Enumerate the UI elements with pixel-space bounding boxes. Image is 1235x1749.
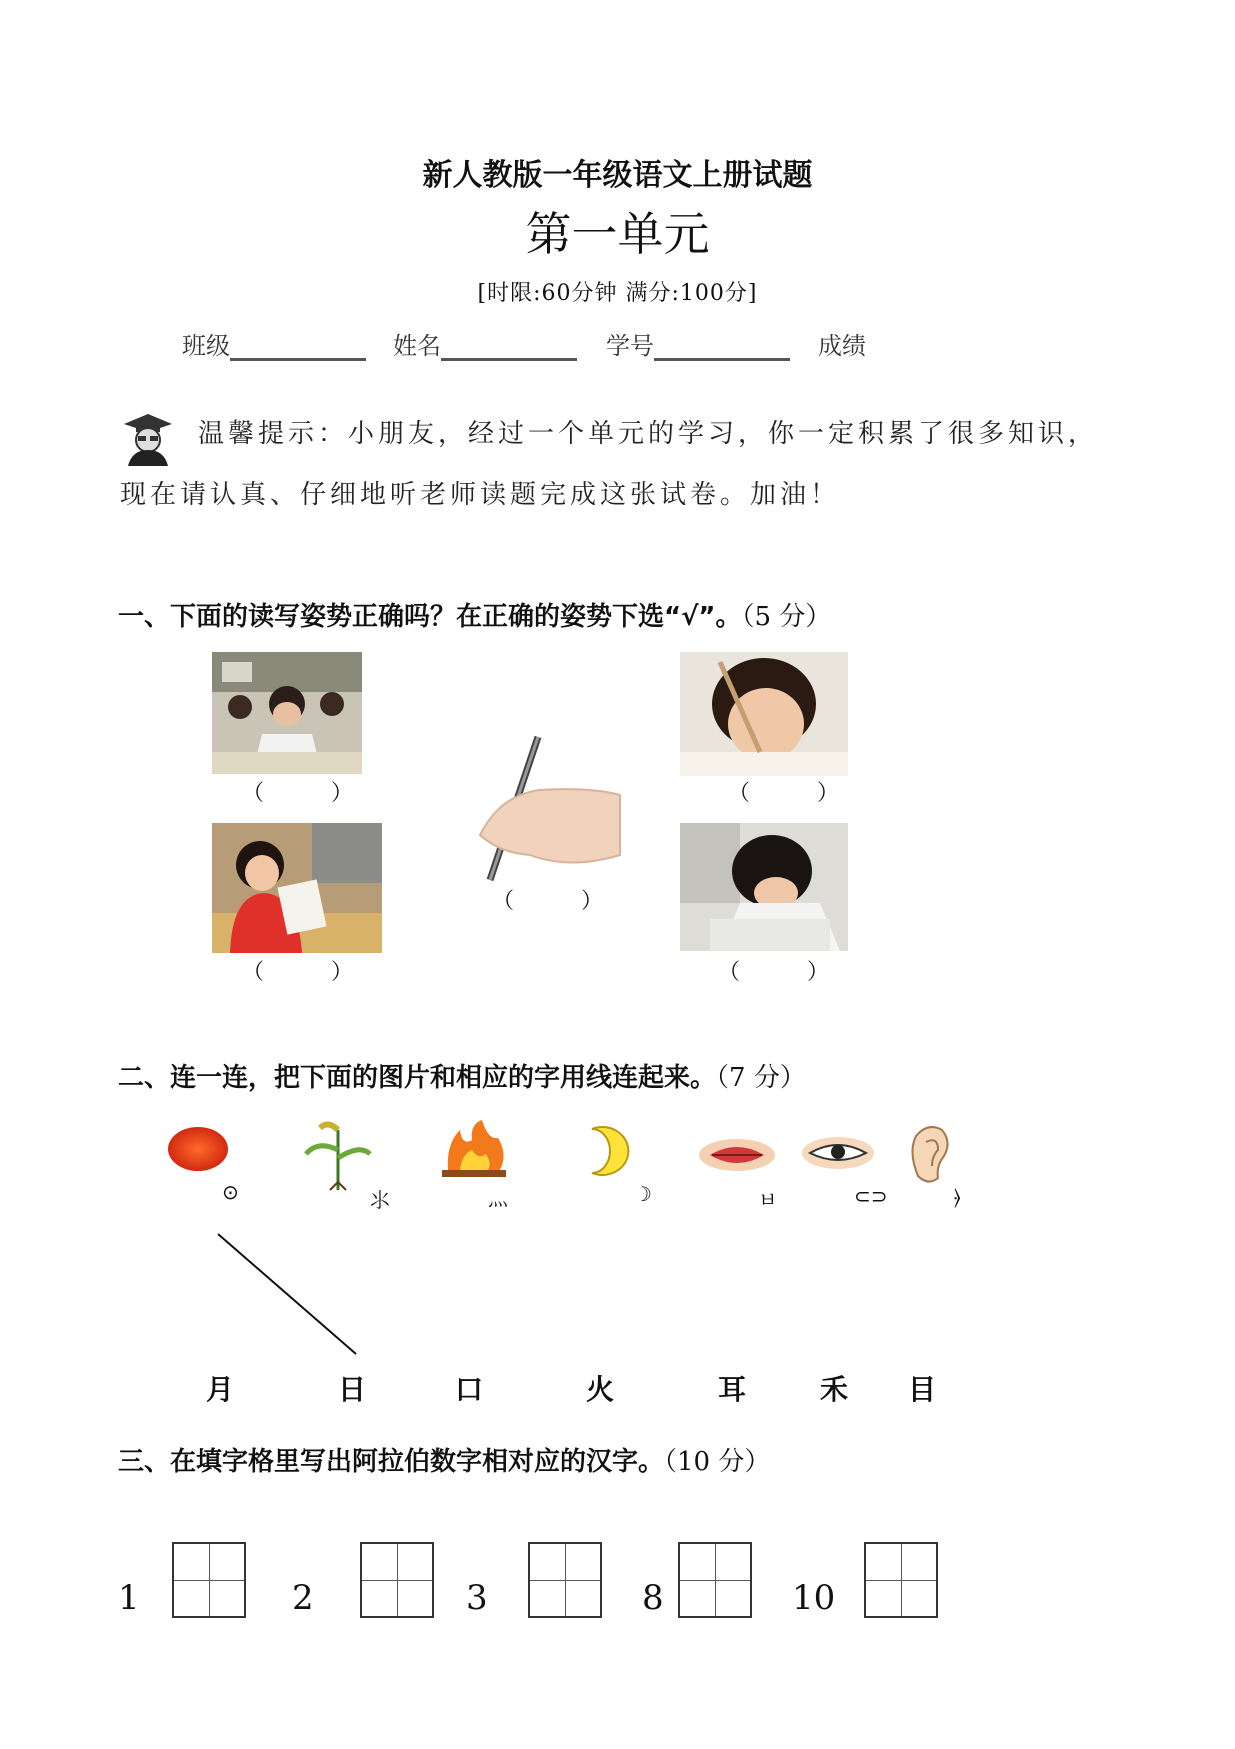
- q3-heading: [118, 1441, 770, 1478]
- writing-grid-3[interactable]: [528, 1542, 602, 1618]
- q1-answer-4[interactable]: （ ）: [242, 960, 383, 985]
- writing-grid-10[interactable]: [864, 1542, 938, 1618]
- sun-picture[interactable]: [166, 1125, 236, 1185]
- q1-points: （5 分）: [741, 602, 832, 632]
- q3-points: （10 分）: [664, 1447, 771, 1477]
- fire-picture[interactable]: [438, 1120, 510, 1180]
- moon-picture[interactable]: [578, 1125, 638, 1177]
- number-blank[interactable]: [654, 332, 790, 361]
- glyph-ear: ⦒: [954, 1184, 961, 1208]
- number-2: 2: [292, 1578, 314, 1618]
- q2-points: （7 分）: [716, 1063, 806, 1093]
- glyph-moon: ☽: [634, 1182, 652, 1206]
- q2-title: 二、连一连，把下面的图片和相应的字用线连起来。: [118, 1063, 717, 1093]
- q1-answer-3[interactable]: （ ）: [492, 889, 633, 914]
- glyph-grain: ⺢: [370, 1188, 390, 1212]
- number-8: 8: [642, 1578, 664, 1618]
- time-limit: [时限:60分钟 满分:100分]: [477, 281, 758, 306]
- q3-title: 三、在填字格里写出阿拉伯数字相对应的汉字。: [118, 1447, 665, 1477]
- doctor-mascot-icon: [118, 410, 178, 466]
- photo-classroom-reading: [212, 652, 362, 774]
- q1-answer-5[interactable]: （ ）: [718, 960, 859, 985]
- char-sun[interactable]: 日: [338, 1373, 367, 1406]
- number-3: 3: [466, 1578, 488, 1618]
- photo-girl-reading: [212, 823, 382, 953]
- class-label: 班级: [182, 332, 230, 360]
- char-grain[interactable]: 禾: [820, 1373, 849, 1406]
- writing-grid-1[interactable]: [172, 1542, 246, 1618]
- char-ear[interactable]: 耳: [718, 1373, 747, 1406]
- tip-line-2: 现在请认真、仔细地听老师读题完成这张试卷。加油！: [120, 480, 841, 510]
- q1-heading: [118, 596, 831, 633]
- number-10: 10: [792, 1578, 836, 1618]
- glyph-fire: 灬: [488, 1186, 508, 1210]
- q2-heading: [118, 1057, 806, 1094]
- char-eye[interactable]: 目: [908, 1373, 937, 1406]
- pen-grip-image: [470, 735, 625, 885]
- tip-line-1: 温馨提示：小朋友，经过一个单元的学习，你一定积累了很多知识，: [198, 419, 1099, 449]
- q1-answer-2[interactable]: （ ）: [728, 781, 869, 806]
- score-label: 成绩: [818, 332, 866, 360]
- glyph-mouth: ㅂ: [758, 1188, 778, 1212]
- ear-picture[interactable]: [906, 1122, 954, 1186]
- page-title: 新人教版一年级语文上册试题: [422, 158, 813, 193]
- number-1: 1: [118, 1578, 140, 1618]
- writing-grid-2[interactable]: [360, 1542, 434, 1618]
- photo-child-writing: [680, 652, 848, 776]
- char-mouth[interactable]: 口: [455, 1373, 484, 1406]
- eye-picture[interactable]: [800, 1135, 876, 1171]
- class-blank[interactable]: [230, 332, 366, 361]
- score-field: [818, 326, 866, 361]
- photo-child-bending: [680, 823, 848, 951]
- number-label: 学号: [606, 332, 654, 360]
- mouth-picture[interactable]: [698, 1135, 776, 1175]
- writing-grid-8[interactable]: [678, 1542, 752, 1618]
- char-moon[interactable]: 月: [206, 1373, 235, 1406]
- q1-title: 一、下面的读写姿势正确吗？在正确的姿势下选“√”。: [118, 602, 742, 632]
- number-field: [606, 326, 790, 361]
- unit-title: 第一单元: [525, 207, 710, 261]
- glyph-sun: ⊙: [222, 1180, 239, 1204]
- example-connect-line: [210, 1228, 360, 1358]
- char-fire[interactable]: 火: [586, 1373, 615, 1406]
- name-blank[interactable]: [441, 332, 577, 361]
- name-label: 姓名: [393, 332, 441, 360]
- name-field: [393, 326, 577, 361]
- rice-plant-picture[interactable]: [300, 1120, 372, 1194]
- q1-answer-1[interactable]: （ ）: [242, 781, 383, 806]
- glyph-eye: ⊂⊃: [854, 1184, 888, 1208]
- class-field: [182, 326, 366, 361]
